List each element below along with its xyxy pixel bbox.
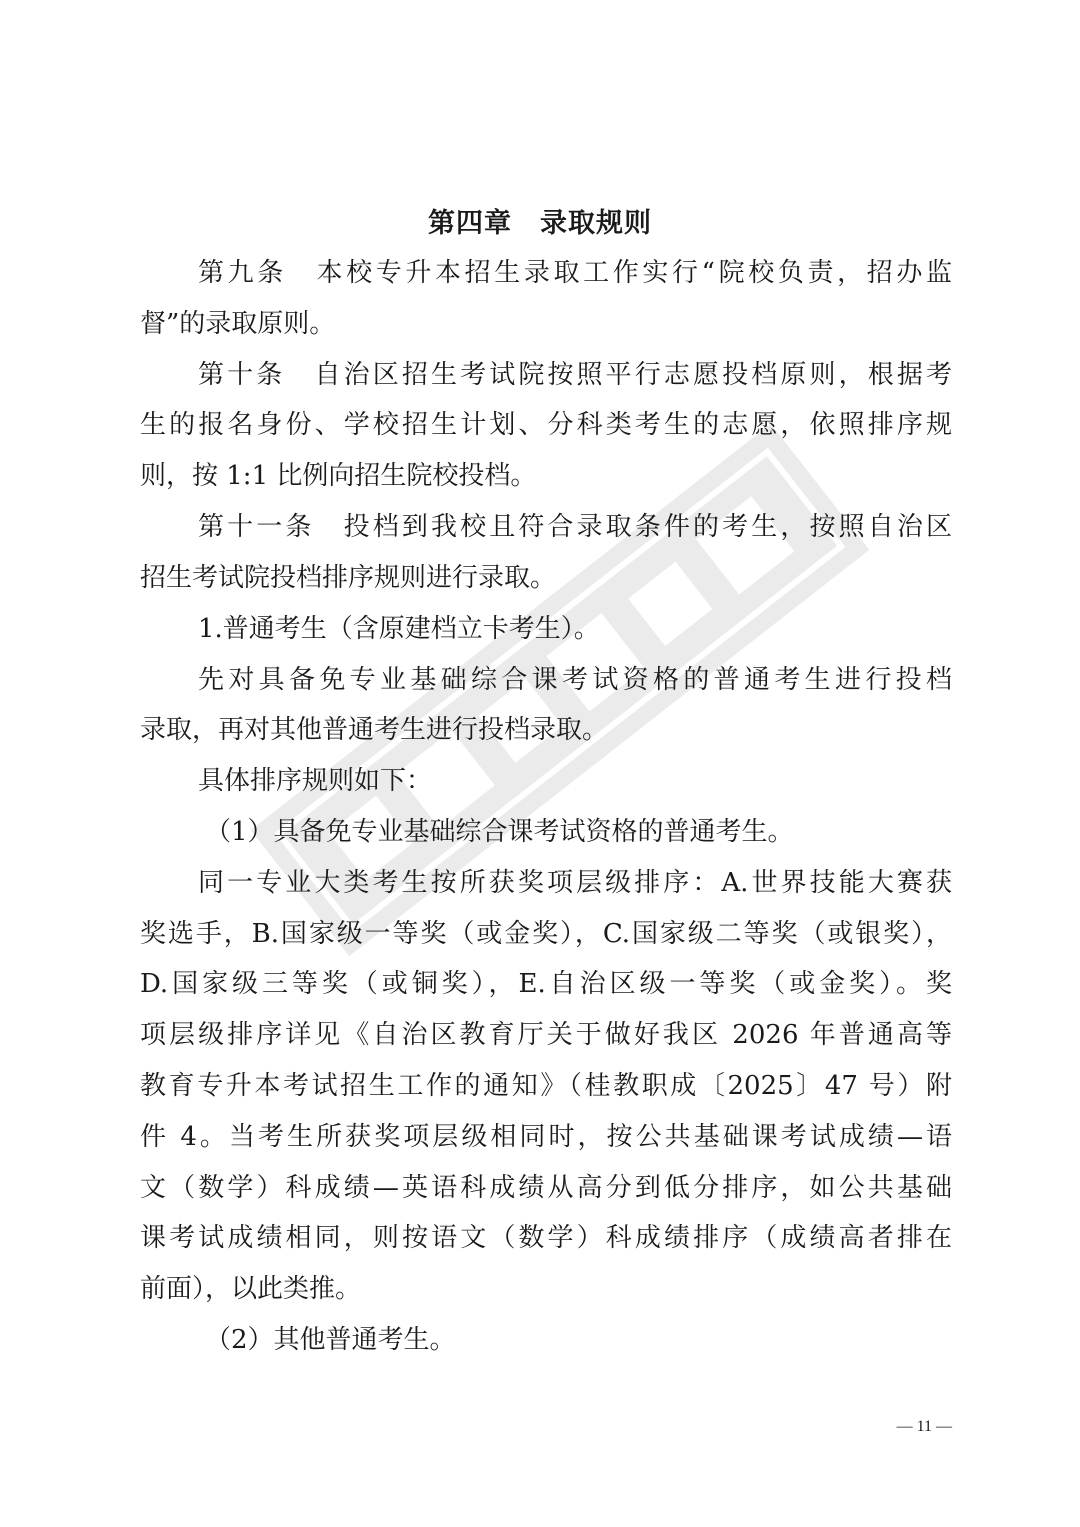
article-9-line-2: 督”的录取原则。 bbox=[140, 309, 336, 339]
section-1-heading: 1.普通考生（含原建档立卡考生）。 bbox=[198, 614, 600, 644]
article-10-line-2: 生的报名身份、学校招生计划、分科类考生的志愿，依照排序规 bbox=[140, 410, 952, 440]
paragraph-line: 文（数学）科成绩—英语科成绩从高分到低分排序，如公共基础 bbox=[140, 1173, 952, 1203]
paragraph-line: 奖选手，B.国家级一等奖（或金奖），C.国家级二等奖（或银奖）， bbox=[140, 919, 952, 949]
paragraph-line: 课考试成绩相同，则按语文（数学）科成绩排序（成绩高者排在 bbox=[140, 1223, 952, 1253]
paragraph-line: 同一专业大类考生按所获奖项层级排序：A.世界技能大赛获 bbox=[198, 868, 952, 898]
paragraph-line: 前面），以此类推。 bbox=[140, 1274, 362, 1304]
paragraph-line: D.国家级三等奖（或铜奖），E.自治区级一等奖（或金奖）。奖 bbox=[140, 969, 952, 999]
paragraph-line: 具体排序规则如下： bbox=[198, 766, 433, 796]
article-11-line-2: 招生考试院投档排序规则进行录取。 bbox=[140, 563, 557, 593]
paragraph-line: 教育专升本考试招生工作的通知》（桂教职成〔2025〕47 号）附 bbox=[140, 1071, 952, 1101]
subsection-2-heading: （2）其他普通考生。 bbox=[205, 1325, 456, 1355]
article-9-line-1: 第九条 本校专升本招生录取工作实行“院校负责，招办监 bbox=[198, 258, 952, 288]
subsection-1-heading: （1）具备免专业基础综合课考试资格的普通考生。 bbox=[205, 817, 794, 847]
chapter-title: 第四章 录取规则 bbox=[428, 208, 652, 239]
paragraph-line: 先对具备免专业基础综合课考试资格的普通考生进行投档 bbox=[198, 665, 952, 695]
paragraph-line: 件 4。当考生所获奖项层级相同时，按公共基础课考试成绩—语 bbox=[140, 1122, 952, 1152]
article-10-line-3: 则，按 1:1 比例向招生院校投档。 bbox=[140, 461, 537, 491]
paragraph-line: 项层级排序详见《自治区教育厅关于做好我区 2026 年普通高等 bbox=[140, 1020, 952, 1050]
page-number: — 11 — bbox=[896, 1418, 952, 1435]
article-11-line-1: 第十一条 投档到我校且符合录取条件的考生，按照自治区 bbox=[198, 512, 952, 542]
article-10-line-1: 第十条 自治区招生考试院按照平行志愿投档原则，根据考 bbox=[198, 360, 952, 390]
paragraph-line: 录取，再对其他普通考生进行投档录取。 bbox=[140, 715, 609, 745]
